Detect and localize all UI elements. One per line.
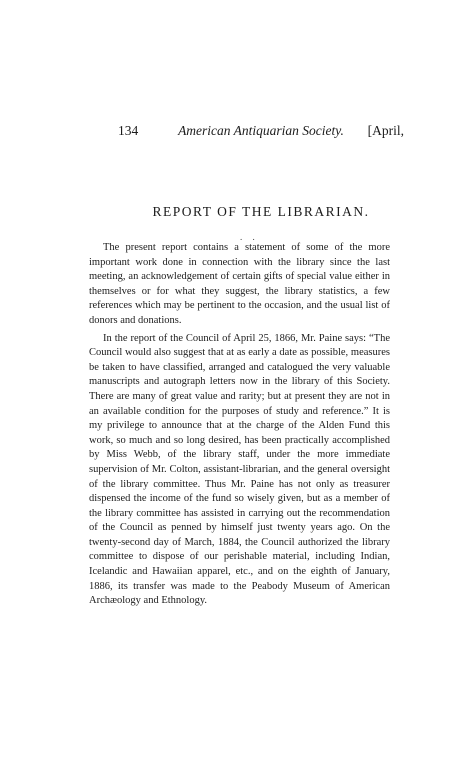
running-head — [118, 123, 404, 141]
journal-title: American Antiquarian Society. — [178, 123, 344, 138]
paragraph-council-report: In the report of the Council of April 25, 1866, Mr. Paine says: “The Council would also suggest that at as early a date as possible, measures be taken to have classified, arranged and catalogued the very valuable manuscripts and autograph letters now in the library of this Society. There are many of great value and rarity; but at present they are not in an available condition for the purposes of study and reference.” It is my privilege to announce that at the charge of the Alden Fund this work, so much and so long desired, has been practically accomplished by Miss Webb, of the library staff, under the more immediate supervision of Mr. Colton, assistant-librarian, and the general oversight of the library committee. Thus Mr. Paine has not only as treasurer dispensed the income of the fund so wisely given, but as a member of the library committee has assisted in carrying out the recommendation of the Council as penned by himself just twenty years ago. On the twenty-second day of March, 1884, the Council authorized the library committee to dispose of our perishable material, including Indian, Icelandic and Hawaiian apparel, etc., and on the eighth of January, 1886, its transfer was made to the Peabody Museum of American Archæology and Ethnology. — [89, 332, 390, 607]
page-number: 134 — [118, 123, 139, 138]
section-label: [April, — [367, 123, 404, 138]
paragraph-intro: The present report contains a statement of some of the more important work done in connection with the library since the last meeting, an acknowledgement of certain gifts of special value either in themselves or for what they suggest, the library statistics, a few references which may be pertinent to the occasion, and the usual list of donors and donations. — [89, 242, 390, 326]
title-rule: . . — [240, 232, 259, 242]
body-text — [89, 241, 390, 612]
report-title: REPORT OF THE LIBRARIAN. — [152, 204, 370, 219]
